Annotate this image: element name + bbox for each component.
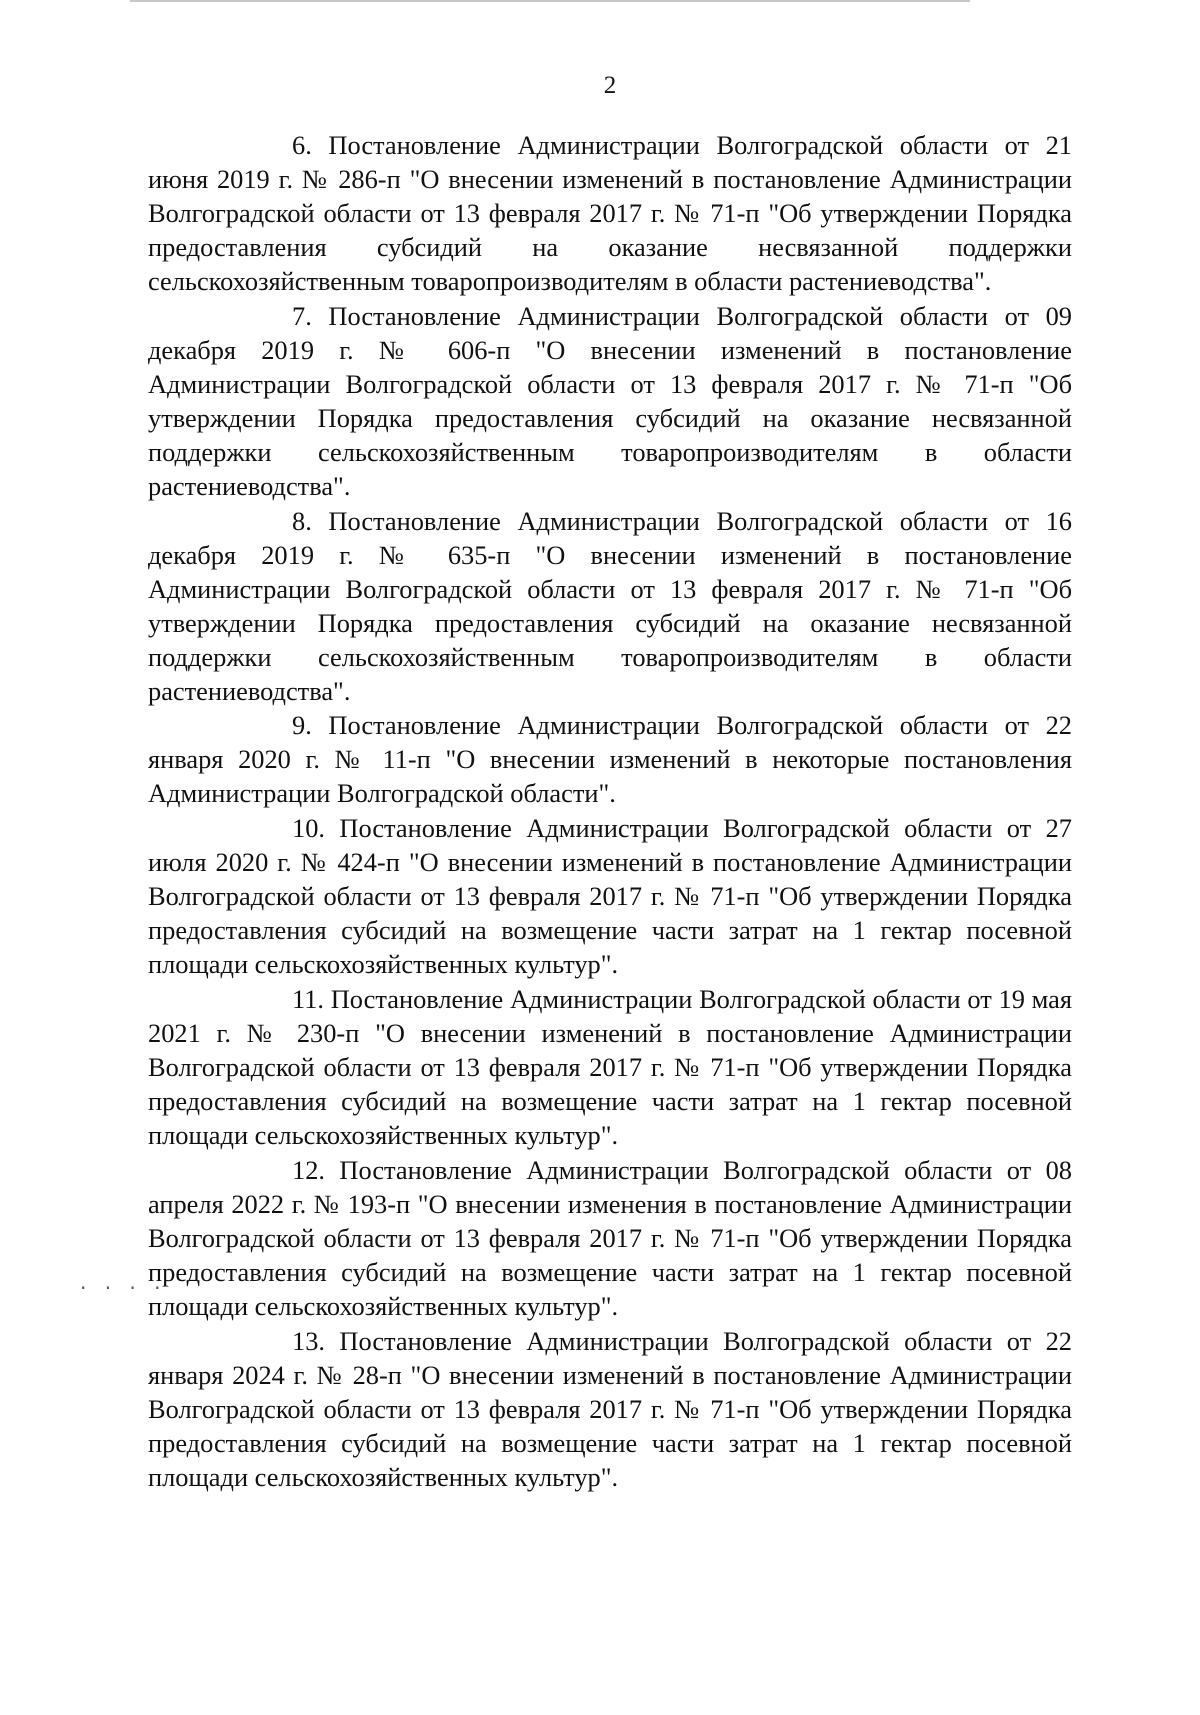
item-number: 6.: [292, 130, 312, 160]
list-item: [148, 708, 1072, 810]
regulation-list: [148, 128, 1072, 1494]
list-item: [148, 504, 1072, 708]
scan-artifact-dots: · · · ·: [80, 1276, 167, 1300]
item-number: 8.: [292, 505, 312, 536]
list-item: [148, 1324, 1072, 1494]
item-text: Постановление Администрации Волгоградской области от 27 июля 2020 г. № 424-п "О внесении изменений в постановление Администрации Волгоградской области от 13 февраля 2017 г. № 71-п "Об утверждении Порядка предоставления субсидий на возмещение части затрат на 1 гектар посевной площади сельскохозяйственных культур".: [148, 813, 1072, 980]
item-number: 7.: [292, 300, 312, 331]
item-number: 13.: [292, 1325, 325, 1356]
item-text: Постановление Администрации Волгоградской области от 22 января 2024 г. № 28-п "О внесении изменений в постановление Администрации Волгоградской области от 13 февраля 2017 г. № 71-п "Об утверждении Порядка предоставления субсидий на возмещение части затрат на 1 гектар посевной площади сельскохозяйственных культур".: [148, 1325, 1072, 1492]
list-item: [148, 811, 1072, 981]
item-text: Постановление Администрации Волгоградской области от 08 апреля 2022 г. № 193-п "О внесении изменения в постановление Администрации Волгоградской области от 13 февраля 2017 г. № 71-п "Об утверждении Порядка предоставления субсидий на возмещение части затрат на 1 гектар посевной площади сельскохозяйственных культур".: [148, 1154, 1072, 1321]
item-text: Постановление Администрации Волгоградской области от 21 июня 2019 г. № 286-п "О внесении изменений в постановление Администрации Волгоградской области от 13 февраля 2017 г. № 71-п "Об утверждении Порядка предоставления субсидий на оказание несвязанной поддержки сельскохозяйственным товаропроизводителям в области растениеводства".: [148, 130, 1072, 296]
scan-edge-line: [130, 0, 970, 2]
list-item: [148, 1153, 1072, 1323]
item-text: Постановление Администрации Волгоградской области от 22 января 2020 г. № 11-п "О внесении изменений в некоторые постановления Администрации Волгоградской области".: [148, 710, 1072, 809]
item-number: 10.: [292, 813, 325, 844]
item-number: 12.: [292, 1154, 325, 1185]
page-number: 2: [603, 72, 617, 99]
list-item: [148, 299, 1072, 503]
item-text: Постановление Администрации Волгоградской области от 09 декабря 2019 г. № 606-п "О внесении изменений в постановление Администрации Волгоградской области от 13 февраля 2017 г. № 71-п "Об утверждении Порядка предоставления субсидий на оказание несвязанной поддержки сельскохозяйственным товаропроизводителям в области растениеводства".: [148, 300, 1072, 501]
item-text: Постановление Администрации Волгоградской области от 19 мая 2021 г. № 230-п "О внесении изменений в постановление Администрации Волгоградской области от 13 февраля 2017 г. № 71-п "Об утверждении Порядка предоставления субсидий на возмещение части затрат на 1 гектар посевной площади сельскохозяйственных культур".: [148, 983, 1072, 1150]
item-text: Постановление Администрации Волгоградской области от 16 декабря 2019 г. № 635-п "О внесении изменений в постановление Администрации Волгоградской области от 13 февраля 2017 г. № 71-п "Об утверждении Порядка предоставления субсидий на оказание несвязанной поддержки сельскохозяйственным товаропроизводителям в области растениеводства".: [148, 505, 1072, 706]
list-item: [148, 128, 1072, 298]
list-item: [148, 982, 1072, 1152]
item-number: 9.: [292, 710, 312, 741]
item-number: 11.: [292, 983, 325, 1014]
